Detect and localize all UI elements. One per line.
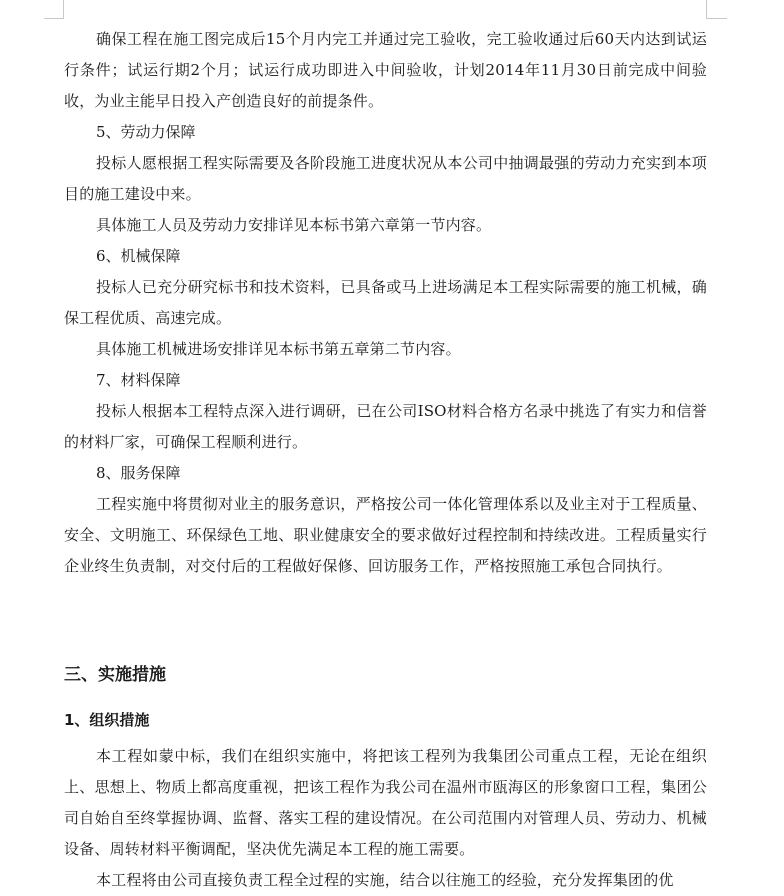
service-paragraph-1: 工程实施中将贯彻对业主的服务意识，严格按公司一体化管理体系以及业主对于工程质量、安全、文明施工、环保绿色工地、职业健康安全的要求做好过程控制和持续改进。工程质量实行企业终生负责制，对交付后的工程做好保修、回访服务工作，严格按照施工承包合同执行。 bbox=[64, 495, 707, 575]
crop-mark-top-right bbox=[706, 0, 727, 19]
machine-heading: 6、机械保障 bbox=[96, 247, 181, 265]
org-paragraph-2: 本工程将由公司直接负责工程全过程的实施，结合以往施工的经验，充分发挥集团的优 bbox=[96, 871, 674, 889]
material-heading: 7、材料保障 bbox=[96, 371, 181, 389]
section-3-heading: 三、实施措施 bbox=[64, 665, 166, 685]
labor-paragraph-2: 具体施工人员及劳动力安排详见本标书第六章第一节内容。 bbox=[96, 216, 492, 234]
crop-mark-top-left bbox=[44, 0, 64, 19]
labor-heading: 5、劳动力保障 bbox=[96, 123, 196, 141]
schedule-paragraph: 确保工程在施工图完成后15个月内完工并通过完工验收，完工验收通过后60天内达到试运行条件；试运行期2个月；试运行成功即进入中间验收，计划2014年11月30日前完成中间验收，为业主能早日投入产创造良好的前提条件。 bbox=[64, 30, 707, 110]
machine-paragraph-1: 投标人已充分研究标书和技术资料，已具备或马上进场满足本工程实际需要的施工机械，确保工程优质、高速完成。 bbox=[64, 278, 707, 327]
service-heading: 8、服务保障 bbox=[96, 464, 181, 482]
org-measures-heading: 1、组织措施 bbox=[64, 711, 150, 729]
org-paragraph-1: 本工程如蒙中标，我们在组织实施中，将把该工程列为我集团公司重点工程，无论在组织上、思想上、物质上都高度重视，把该工程作为我公司在温州市瓯海区的形象窗口工程，集团公司自始自至终掌握协调、监督、落实工程的建设情况。在公司范围内对管理人员、劳动力、机械设备、周转材料平衡调配，坚决优先满足本工程的施工需要。 bbox=[64, 747, 707, 858]
machine-paragraph-2: 具体施工机械进场安排详见本标书第五章第二节内容。 bbox=[96, 340, 461, 358]
content-block-org bbox=[64, 741, 707, 896]
labor-paragraph-1: 投标人愿根据工程实际需要及各阶段施工进度状况从本公司中抽调最强的劳动力充实到本项目的施工建设中来。 bbox=[64, 154, 707, 203]
content-block-guarantees bbox=[64, 24, 707, 582]
material-paragraph-1: 投标人根据本工程特点深入进行调研，已在公司ISO材料合格方名录中挑选了有实力和信誉的材料厂家，可确保工程顺利进行。 bbox=[64, 402, 707, 451]
